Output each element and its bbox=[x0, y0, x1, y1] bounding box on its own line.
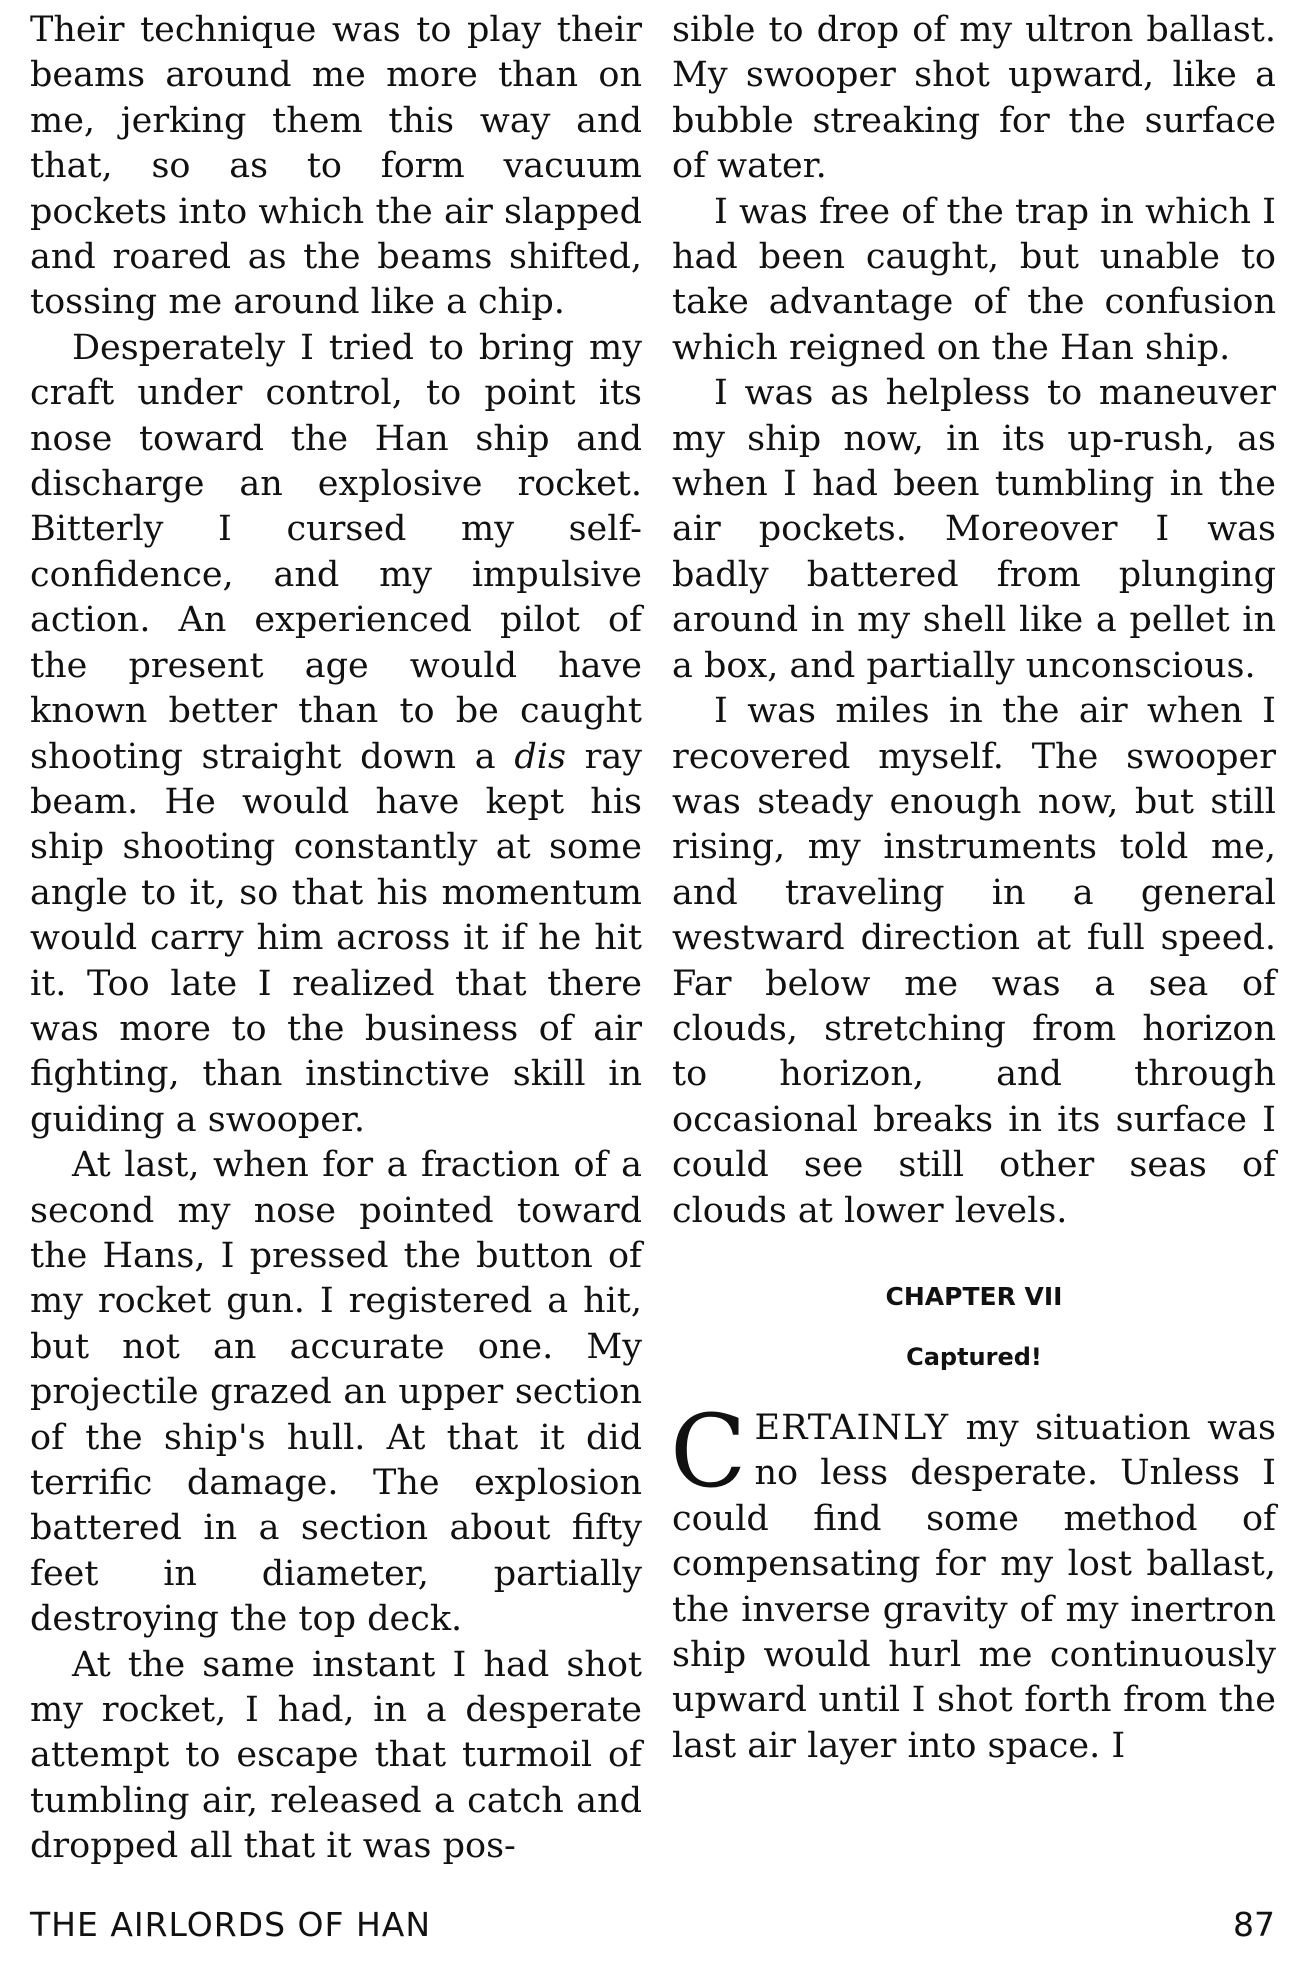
paragraph: I was miles in the air when I recovered myself. The swooper was steady enough now, but still rising, my instruments told me, and traveling in a general westward direction at full speed. Far below me was a sea of clouds, stretching from horizon to horizon, and through occasional breaks in its surface I could see still other seas of clouds at lower levels. bbox=[672, 691, 1276, 1231]
running-footer-title: THE AIRLORDS OF HAN bbox=[30, 1905, 432, 1944]
drop-cap: C bbox=[670, 1392, 747, 1510]
paragraph bbox=[30, 326, 642, 1143]
paragraph: At last, when for a fraction of a second my nose pointed toward the Hans, I pressed the button of my rocket gun. I registered a hit, but not an accurate one. My projectile grazed an upper section of the ship's hull. At that it did terrific damage. The explosion battered in a section about fifty feet in diameter, partially destroying the top deck. bbox=[30, 1145, 642, 1640]
chapter-heading: CHAPTER VII bbox=[885, 1281, 1063, 1311]
paragraph-text: my situation was no less desperate. Unless I could find some method of compensating for my lost ballast, the inverse gravity of my inertron ship would hurl me continuously upward until I shot forth from the last air layer into space. I bbox=[672, 1407, 1276, 1766]
italic-term: dis bbox=[514, 736, 566, 777]
page-number: 87 bbox=[1233, 1905, 1275, 1944]
right-column bbox=[672, 8, 1276, 1769]
paragraph: sible to drop of my ultron ballast. My swooper shot upward, like a bubble streaking for the surface of water. bbox=[672, 10, 1276, 187]
paragraph: I was as helpless to maneuver my ship now, in its up-rush, as when I had been tumbling in the air pockets. Moreover I was badly battered from plunging around in my shell like a pellet in a box, and partially unconscious. bbox=[672, 373, 1276, 686]
paragraph: At the same instant I had shot my rocket, I had, in a desperate attempt to escape that turmoil of tumbling air, released a catch and dropped all that it was pos- bbox=[30, 1644, 642, 1867]
paragraph-text: Desperately I tried to bring my craft under control, to point its nose toward the Han ship and discharge an explosive rocket. Bitterly I cursed my self-confidence, and my impulsive action. An experienced pilot of the present age would have known better than to be caught shooting straight down a bbox=[30, 327, 642, 777]
paragraph bbox=[670, 1392, 1276, 1769]
left-column bbox=[30, 8, 642, 1870]
chapter-title: Captured! bbox=[906, 1342, 1042, 1371]
lead-caps: ERTAINLY bbox=[754, 1407, 950, 1448]
paragraph: I was free of the trap in which I had been caught, but unable to take advantage of the confusion which reigned on the Han ship. bbox=[672, 191, 1276, 368]
paragraph: Their technique was to play their beams around me more than on me, jerking them this way and that, so as to form vacuum pockets into which the air slapped and roared as the beams shifted, tossing me around like a chip. bbox=[30, 10, 642, 323]
paragraph-text: ray beam. He would have kept his ship shooting constantly at some angle to it, so that his momentum would carry him across it if he hit it. Too late I realized that there was more to the business of air fighting, than instinctive skill in guiding a swooper. bbox=[30, 736, 642, 1140]
